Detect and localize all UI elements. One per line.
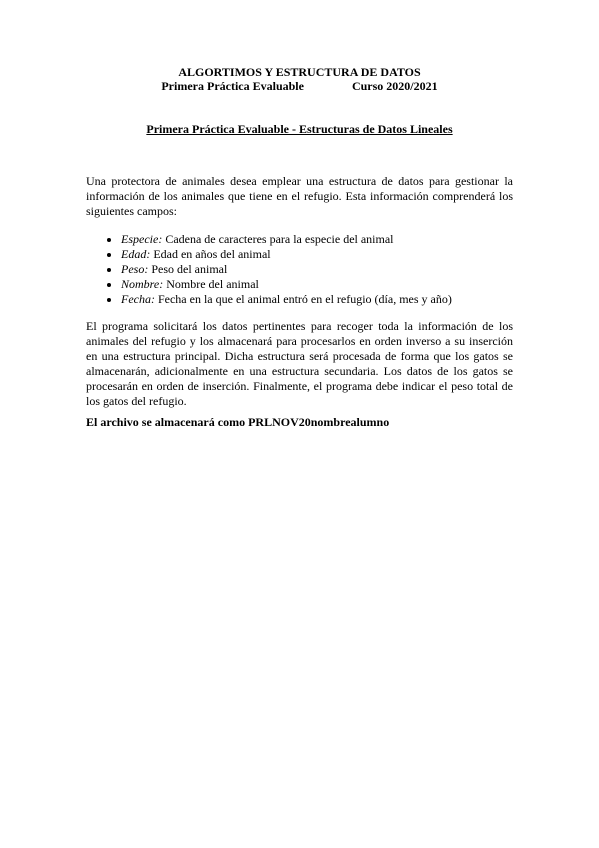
field-name: Especie:	[121, 232, 163, 246]
field-name: Edad:	[121, 247, 151, 261]
list-item	[121, 247, 513, 262]
course-title: ALGORTIMOS Y ESTRUCTURA DE DATOS	[178, 65, 421, 79]
header-line-2	[0, 79, 599, 93]
field-name: Fecha:	[121, 292, 155, 306]
fields-list	[86, 232, 513, 307]
field-name: Nombre:	[121, 277, 164, 291]
description-paragraph: El programa solicitará los datos pertinentes para recoger toda la información de los animales del refugio y los almacenará para procesarlos en orden inverso a su inserción en una estructura principal. Dicha estructura será procesada de forma que los gatos se almacenarán, adicionalmente en una estructura secundaria. Los datos de los gatos se procesarán en orden de inserción. Finalmente, el programa debe indicar el peso total de los gatos del refugio.	[86, 319, 513, 408]
intro-paragraph: Una protectora de animales desea emplear una estructura de datos para gestionar la información de los animales que tiene en el refugio. Esta información comprenderá los siguientes campos:	[86, 174, 513, 218]
field-desc: Cadena de caracteres para la especie del animal	[162, 232, 394, 246]
list-item	[121, 232, 513, 247]
field-name: Peso:	[121, 262, 149, 276]
field-desc: Fecha en la que el animal entró en el refugio (día, mes y año)	[154, 292, 452, 306]
list-item	[121, 277, 513, 292]
course-year: Curso 2020/2021	[351, 79, 438, 93]
document-header	[0, 65, 599, 93]
field-desc: Peso del animal	[148, 262, 228, 276]
field-desc: Nombre del animal	[163, 277, 259, 291]
practice-subtitle: Primera Práctica Evaluable - Estructuras de Datos Lineales	[146, 122, 453, 136]
list-item	[121, 262, 513, 277]
final-note: El archivo se almacenará como PRLNOV20nombrealumno	[86, 415, 390, 429]
field-desc: Edad en años del animal	[150, 247, 271, 261]
list-item	[121, 292, 513, 307]
practice-title: Primera Práctica Evaluable	[161, 79, 304, 93]
